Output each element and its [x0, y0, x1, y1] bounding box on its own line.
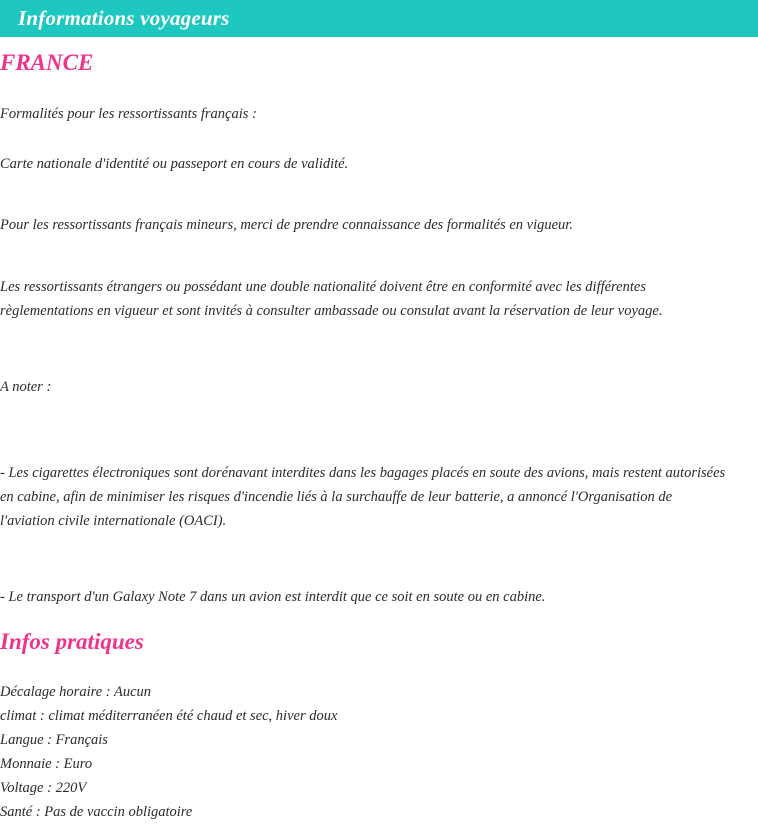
- country-heading: FRANCE: [0, 50, 94, 75]
- note-label-text: A noter :: [0, 379, 52, 396]
- galaxy-note-7-note-text: - Le transport d'un Galaxy Note 7 dans un avion est interdit que ce soit en soute ou en cabine.: [0, 588, 546, 605]
- spacer: [0, 324, 758, 376]
- formalities-intro-text: Formalités pour les ressortissants français :: [0, 105, 257, 122]
- page-content: [0, 37, 758, 825]
- list-item: Langue : Français: [0, 732, 108, 749]
- list-item: Décalage horaire : Aucun: [0, 684, 152, 701]
- minors-formalities-text: Pour les ressortissants français mineurs, merci de prendre connaissance des formalités en vigueur.: [0, 217, 573, 234]
- spacer: [0, 127, 758, 153]
- spacer: [0, 77, 758, 103]
- list-item: Monnaie : Euro: [0, 756, 93, 773]
- spacer: [0, 655, 758, 681]
- page-header: [0, 0, 758, 37]
- spacer: [0, 534, 758, 586]
- page-title: Informations voyageurs: [18, 6, 230, 30]
- electronic-cigarettes-note-text: - Les cigarettes électroniques sont dorénavant interdites dans les bagages placés en soute des avions, mais restent autorisées en cabine, afin de minimiser les risques d'incendie liés à la surchauffe de leur batterie, a annoncé l'Organisation de l'aviation civile internationale (OACI).: [0, 465, 726, 529]
- practical-info-heading: Infos pratiques: [0, 628, 144, 654]
- spacer: [0, 238, 758, 276]
- practical-info-list: [0, 681, 758, 825]
- list-item: Santé : Pas de vaccin obligatoire: [0, 804, 193, 821]
- list-item: Voltage : 220V: [0, 780, 87, 797]
- spacer: [0, 400, 758, 462]
- spacer: [0, 176, 758, 214]
- foreign-nationals-text: Les ressortissants étrangers ou possédant une double nationalité doivent être en conformité avec les différentes règlementations en vigueur et sont invités à consulter ambassade ou consulat avant la réservation de leur voyage.: [0, 279, 663, 320]
- identity-document-text: Carte nationale d'identité ou passeport en cours de validité.: [0, 155, 349, 172]
- list-item: climat : climat méditerranéen été chaud et sec, hiver doux: [0, 708, 338, 725]
